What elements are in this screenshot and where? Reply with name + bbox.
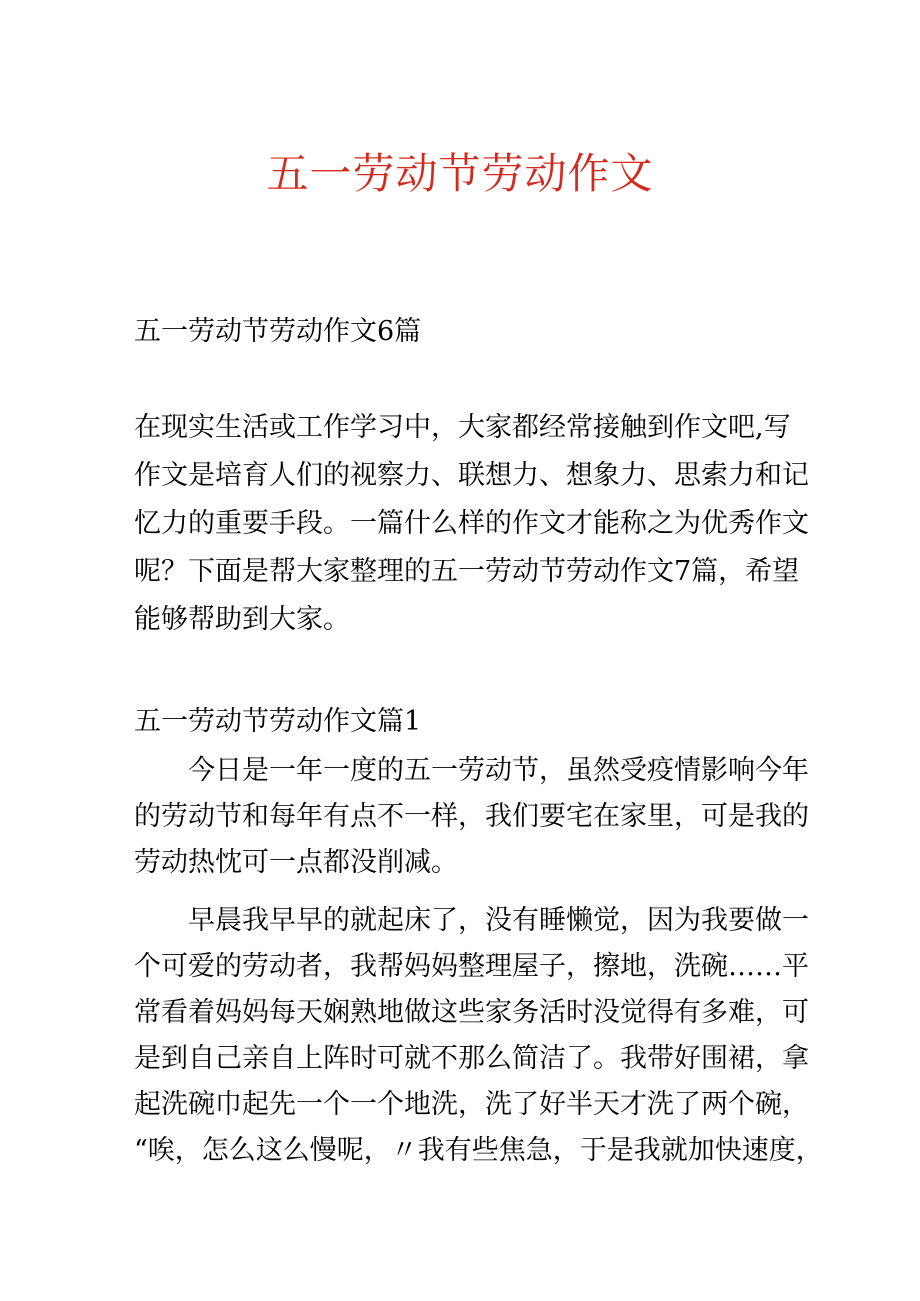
document-title: 五一劳动节劳动作文	[266, 149, 654, 198]
document-subtitle: 五一劳动节劳动作文6篇	[134, 316, 422, 347]
intro-line: 在现实生活或工作学习中，大家都经常接触到作文吧,写	[134, 412, 791, 443]
paragraph-2-line: 个可爱的劳动者，我帮妈妈整理屋子，擦地，洗碗……平	[134, 951, 809, 982]
paragraph-2-line: 早晨我早早的就起床了，没有睡懒觉，因为我要做一	[188, 905, 809, 936]
paragraph-2-line: 起洗碗巾起先一个一个地洗，洗了好半天才洗了两个碗，	[134, 1089, 809, 1120]
paragraph-1-line: 的劳动节和每年有点不一样，我们要宅在家里，可是我的	[134, 801, 809, 832]
section-heading: 五一劳动节劳动作文篇1	[134, 706, 422, 737]
intro-line: 忆力的重要手段。一篇什么样的作文才能称之为优秀作文	[134, 508, 809, 539]
paragraph-2-line: 常看着妈妈每天娴熟地做这些家务活时没觉得有多难，可	[134, 997, 809, 1028]
essay-body	[134, 748, 823, 1174]
intro-paragraph	[134, 404, 809, 644]
paragraph-1-line: 劳动热忱可一点都没削减。	[134, 847, 458, 878]
intro-line: 作文是培育人们的视察力、联想力、想象力、思索力和记	[134, 460, 809, 491]
paragraph-1-line: 今日是一年一度的五一劳动节，虽然受疫情影响今年	[188, 755, 809, 786]
intro-line: 能够帮助到大家。	[134, 604, 350, 635]
intro-line: 呢？下面是帮大家整理的五一劳动节劳动作文7篇，希望	[134, 556, 800, 587]
paragraph-2-line: 是到自己亲自上阵时可就不那么简洁了。我带好围裙，拿	[134, 1043, 809, 1074]
paragraph-gap	[134, 886, 794, 898]
paragraph-2-line: “唉，怎么这么慢呢，〃我有些焦急，于是我就加快速度，	[134, 1135, 823, 1166]
